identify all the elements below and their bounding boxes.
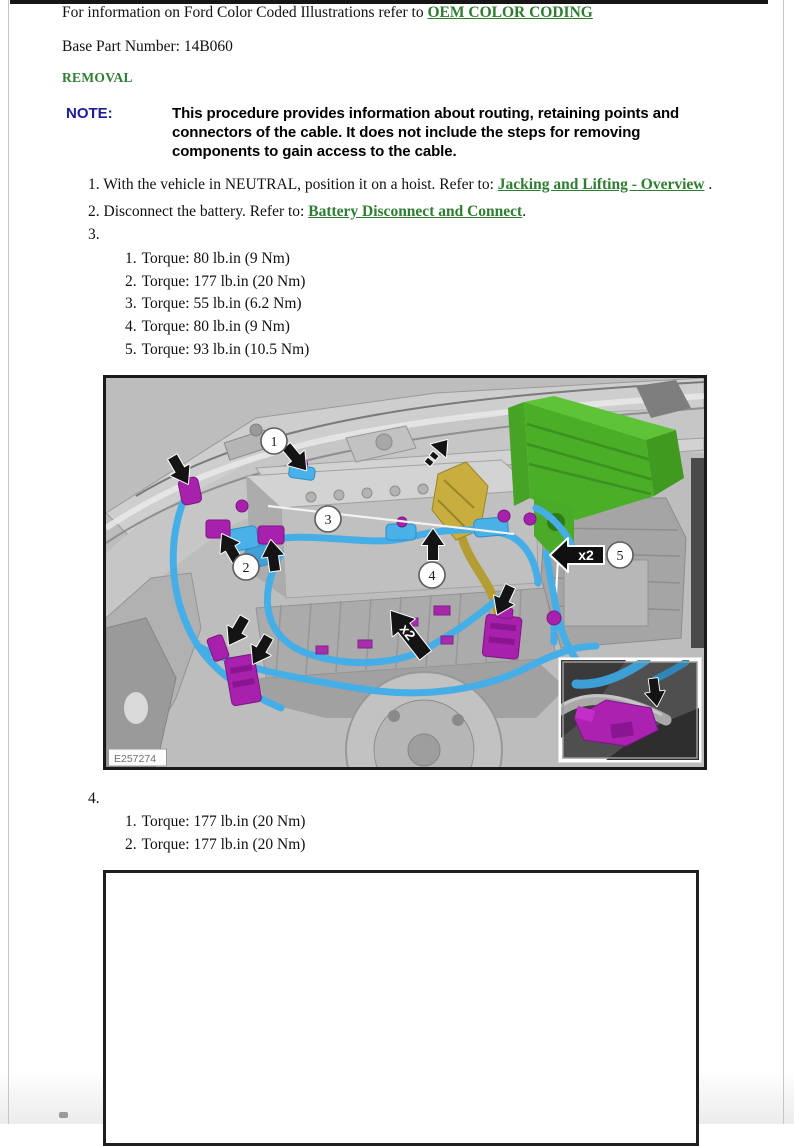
step-2-number: 2. bbox=[88, 203, 100, 220]
torque-item: 2. Torque: 177 lb.in (20 Nm) bbox=[125, 835, 306, 853]
step-3-number: 3. bbox=[88, 226, 100, 243]
figure-code-label bbox=[109, 749, 167, 766]
callout-4 bbox=[419, 562, 445, 588]
svg-text:1: 1 bbox=[270, 435, 278, 450]
page-left-edge bbox=[8, 0, 9, 1124]
torque-item: 2. Torque: 177 lb.in (20 Nm) bbox=[125, 272, 306, 290]
ref-line-text: For information on Ford Color Coded Illustrations refer to bbox=[62, 4, 428, 21]
svg-text:3: 3 bbox=[324, 513, 332, 528]
step-4-number: 4. bbox=[88, 790, 100, 807]
color-coding-reference-line bbox=[62, 4, 593, 22]
figure-code: E257274 bbox=[114, 753, 157, 765]
page-right-edge bbox=[783, 0, 784, 1124]
top-divider-rule bbox=[10, 0, 768, 4]
torque-item: 5. Torque: 93 lb.in (10.5 Nm) bbox=[125, 340, 310, 358]
step-2-suffix: . bbox=[522, 203, 527, 220]
inset-detail-box bbox=[561, 660, 699, 760]
torque-item: 4. Torque: 80 lb.in (9 Nm) bbox=[125, 318, 290, 336]
figure-battery-cable-routing bbox=[103, 375, 707, 770]
x2-label: x2 bbox=[578, 547, 594, 563]
callout-1 bbox=[261, 428, 287, 454]
base-part-number: Base Part Number: 14B060 bbox=[62, 38, 233, 55]
figure-2-placeholder bbox=[103, 870, 699, 1146]
callout-2 bbox=[233, 554, 259, 580]
step-4-torque-list bbox=[125, 813, 305, 858]
svg-text:5: 5 bbox=[616, 549, 624, 564]
removal-heading: REMOVAL bbox=[62, 70, 133, 85]
note-label: NOTE: bbox=[66, 105, 113, 122]
callout-3 bbox=[315, 506, 341, 532]
step-2-text: Disconnect the battery. Refer to: bbox=[103, 203, 309, 220]
step-1-text: With the vehicle in NEUTRAL, position it on a hoist. Refer to: bbox=[103, 176, 498, 193]
step-3-torque-list bbox=[125, 250, 309, 363]
page-bottom-mark bbox=[59, 1112, 68, 1118]
purple-bolt-under-leader bbox=[547, 611, 561, 625]
step-1-suffix: . bbox=[704, 176, 713, 193]
note-block bbox=[66, 104, 730, 161]
step-1 bbox=[88, 176, 712, 194]
callout-5 bbox=[607, 542, 633, 568]
jacking-lifting-link[interactable]: Jacking and Lifting - Overview bbox=[497, 176, 705, 193]
torque-item: 3. Torque: 55 lb.in (6.2 Nm) bbox=[125, 295, 302, 313]
oem-color-coding-link[interactable]: OEM COLOR CODING bbox=[427, 4, 593, 21]
step-2 bbox=[88, 203, 526, 221]
x2-label: x2 bbox=[396, 620, 419, 643]
engine-bay-illustration bbox=[106, 378, 704, 767]
svg-text:4: 4 bbox=[428, 569, 436, 584]
step-1-number: 1. bbox=[88, 176, 100, 193]
note-text: This procedure provides information about routing, retaining points and connectors of the cable. It does not include the steps for removing components to gain access to the cable. bbox=[172, 105, 680, 160]
battery-disconnect-link[interactable]: Battery Disconnect and Connect bbox=[308, 203, 523, 220]
torque-item: 1. Torque: 177 lb.in (20 Nm) bbox=[125, 813, 306, 830]
svg-text:2: 2 bbox=[242, 561, 250, 576]
torque-item: 1. Torque: 80 lb.in (9 Nm) bbox=[125, 250, 290, 267]
